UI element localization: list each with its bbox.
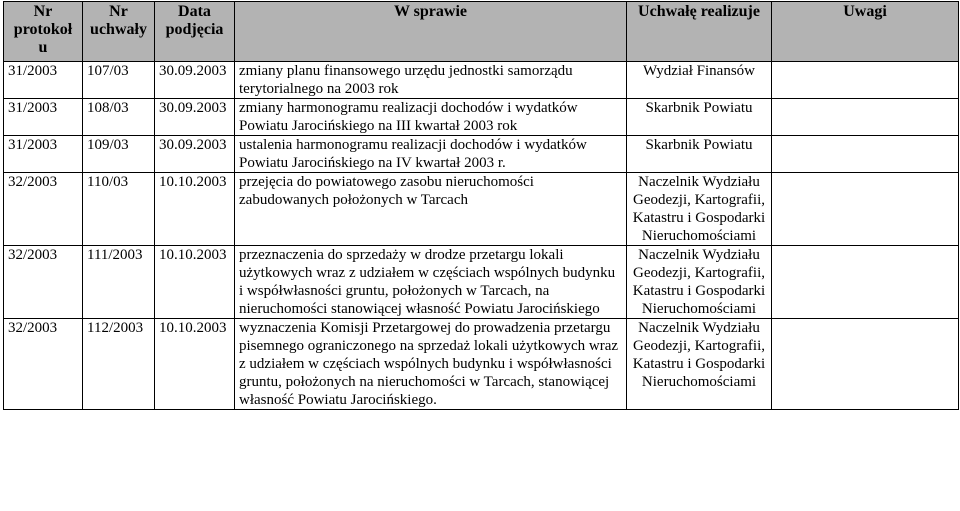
cell-uchwala: 112/2003: [83, 319, 155, 410]
cell-protokol: 31/2003: [4, 99, 83, 136]
header-realizuje: [627, 2, 772, 62]
cell-sprawa: wyznaczenia Komisji Przetargowej do prowadzenia przetargu pisemnego ograniczonego na sprzedaż lokali użytkowych wraz z udziałem w częściach wspólnych budynku i współwłasności gruntu, położonych na nieruchomości w Tarcach, stanowiącej własność Powiatu Jarocińskiego.: [235, 319, 627, 410]
cell-sprawa: przejęcia do powiatowego zasobu nieruchomości zabudowanych położonych w Tarcach: [235, 173, 627, 246]
cell-protokol: 32/2003: [4, 173, 83, 246]
header-row: [4, 2, 959, 62]
table-row: [4, 62, 959, 99]
cell-sprawa: ustalenia harmonogramu realizacji dochodów i wydatków Powiatu Jarocińskiego na IV kwartał 2003 r.: [235, 136, 627, 173]
header-sprawa-label: W sprawie: [393, 3, 468, 20]
cell-data: 10.10.2003: [155, 173, 235, 246]
header-uwagi: [772, 2, 959, 62]
header-protokol: [4, 2, 83, 62]
cell-realizuje: Wydział Finansów: [627, 62, 772, 99]
cell-realizuje: Skarbnik Powiatu: [627, 136, 772, 173]
cell-protokol: 32/2003: [4, 319, 83, 410]
cell-protokol: 32/2003: [4, 246, 83, 319]
cell-uchwala: 108/03: [83, 99, 155, 136]
cell-uwagi: [772, 99, 959, 136]
cell-uchwala: 109/03: [83, 136, 155, 173]
cell-uchwala: 110/03: [83, 173, 155, 246]
table-row: [4, 319, 959, 410]
cell-sprawa: przeznaczenia do sprzedaży w drodze przetargu lokali użytkowych wraz z udziałem w częściach wspólnych budynku i współwłasności gruntu, położonych w Tarcach, na nieruchomości stanowiącej własność Powiatu Jarocińskiego: [235, 246, 627, 319]
cell-data: 10.10.2003: [155, 319, 235, 410]
cell-realizuje: Naczelnik Wydziału Geodezji, Kartografii, Katastru i Gospodarki Nieruchomościami: [627, 246, 772, 319]
header-uwagi-label: Uwagi: [843, 3, 887, 20]
cell-uwagi: [772, 62, 959, 99]
table-row: [4, 246, 959, 319]
resolutions-table: [3, 1, 959, 410]
table-row: [4, 173, 959, 246]
cell-uchwala: 107/03: [83, 62, 155, 99]
table-row: [4, 99, 959, 136]
cell-realizuje: Naczelnik Wydziału Geodezji, Kartografii, Katastru i Gospodarki Nieruchomościami: [627, 319, 772, 410]
cell-data: 30.09.2003: [155, 62, 235, 99]
cell-sprawa: zmiany harmonogramu realizacji dochodów i wydatków Powiatu Jarocińskiego na III kwartał 2003 rok: [235, 99, 627, 136]
cell-sprawa: zmiany planu finansowego urzędu jednostki samorządu terytorialnego na 2003 rok: [235, 62, 627, 99]
header-realizuje-label: Uchwałę realizuje: [638, 3, 760, 20]
cell-uwagi: [772, 136, 959, 173]
header-protokol-label: Nr protokoł u: [13, 3, 73, 56]
cell-data: 10.10.2003: [155, 246, 235, 319]
cell-realizuje: Naczelnik Wydziału Geodezji, Kartografii, Katastru i Gospodarki Nieruchomościami: [627, 173, 772, 246]
table-row: [4, 136, 959, 173]
header-uchwala-label: Nr uchwały: [90, 3, 147, 38]
cell-uwagi: [772, 246, 959, 319]
header-data-label: Data podjęcia: [165, 3, 224, 38]
cell-data: 30.09.2003: [155, 99, 235, 136]
cell-uwagi: [772, 319, 959, 410]
cell-protokol: 31/2003: [4, 62, 83, 99]
cell-realizuje: Skarbnik Powiatu: [627, 99, 772, 136]
header-uchwala: [83, 2, 155, 62]
cell-uchwala: 111/2003: [83, 246, 155, 319]
cell-protokol: 31/2003: [4, 136, 83, 173]
cell-data: 30.09.2003: [155, 136, 235, 173]
header-data: [155, 2, 235, 62]
cell-uwagi: [772, 173, 959, 246]
header-sprawa: [235, 2, 627, 62]
